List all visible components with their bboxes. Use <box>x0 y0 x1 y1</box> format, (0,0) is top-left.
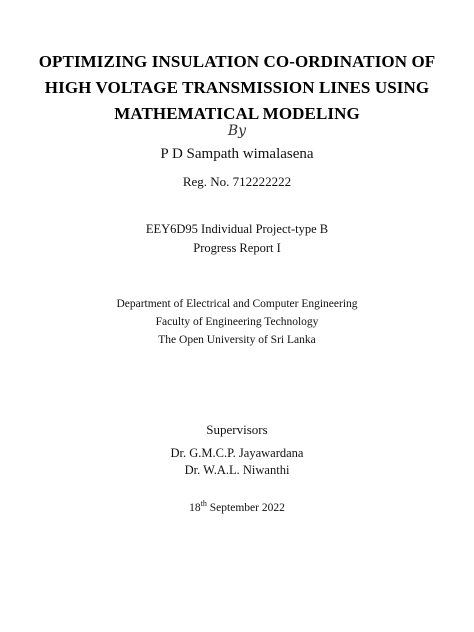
supervisor-1: Dr. G.M.C.P. Jayawardana <box>170 446 304 460</box>
university: The Open University of Sri Lanka <box>158 334 316 346</box>
registration-number: Reg. No. 712222222 <box>182 174 292 189</box>
report-type: Progress Report I <box>193 241 281 255</box>
supervisors-heading: Supervisors <box>206 422 268 437</box>
faculty: Faculty of Engineering Technology <box>155 316 319 328</box>
date-rest: September 2022 <box>206 501 285 514</box>
by-label: By <box>227 123 247 139</box>
author-name: P D Sampath wimalasena <box>160 146 314 162</box>
report-date <box>0 499 474 514</box>
title-line-3: MATHEMATICAL MODELING <box>114 104 360 123</box>
date-suffix: th <box>200 499 207 508</box>
department: Department of Electrical and Computer Engineering <box>116 298 358 310</box>
title-line-1: OPTIMIZING INSULATION CO-ORDINATION OF <box>38 52 436 71</box>
supervisor-2: Dr. W.A.L. Niwanthi <box>184 463 290 477</box>
title-line-2: HIGH VOLTAGE TRANSMISSION LINES USING <box>44 78 430 97</box>
course-code: EEY6D95 Individual Project-type B <box>145 222 329 236</box>
date-day: 18 <box>189 501 201 514</box>
